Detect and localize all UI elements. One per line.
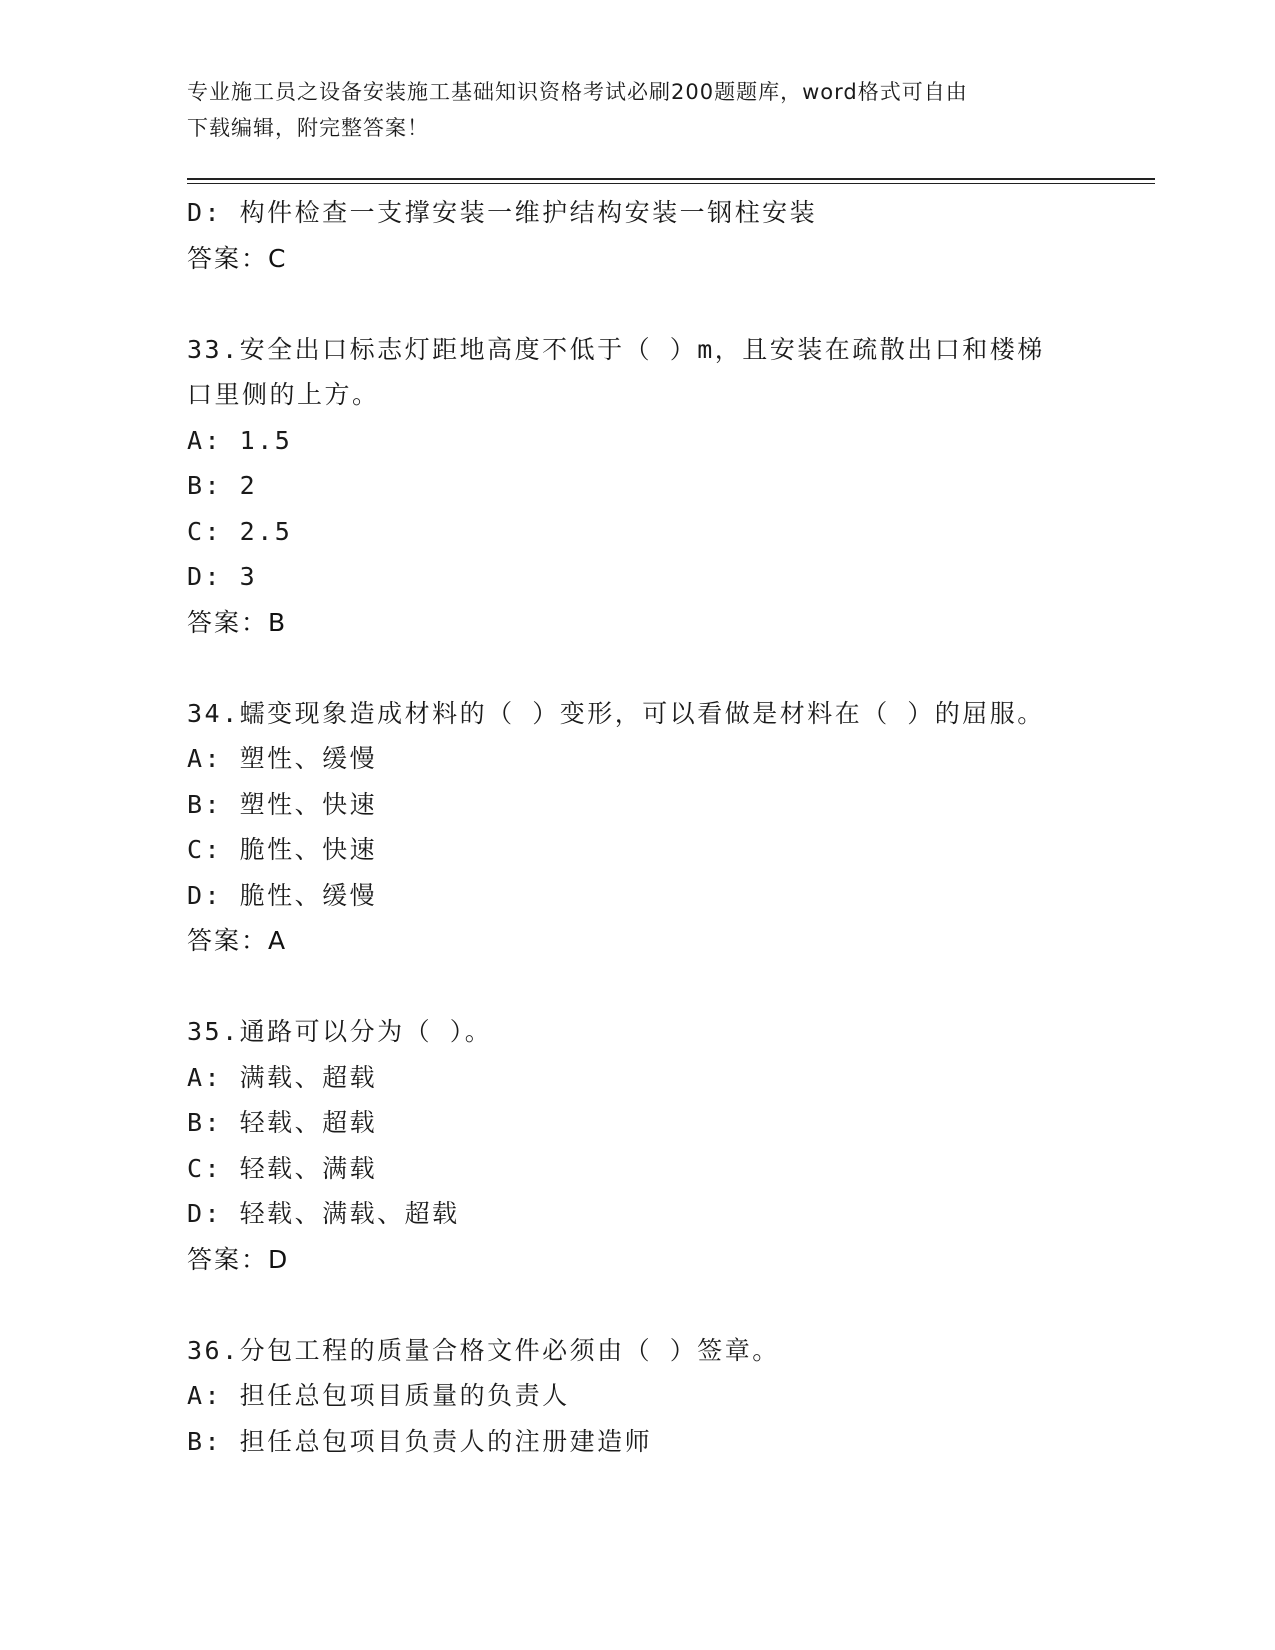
option-d: D: 3 (187, 562, 258, 591)
option-b: B: 担任总包项目负责人的注册建造师 (187, 1426, 653, 1456)
header-title-line-1: 专业施工员之设备安装施工基础知识资格考试必刷200题题库，word格式可自由 (187, 80, 968, 104)
question-stem: 36.分包工程的质量合格文件必须由（ ）签章。 (187, 1335, 780, 1365)
answer-line: 答案：D (187, 1244, 290, 1274)
option-b: B: 2 (187, 471, 258, 500)
answer-line: 答案：A (187, 926, 288, 955)
option-d: D: 脆性、缓慢 (187, 880, 378, 910)
question-stem: 33.安全出口标志灯距地高度不低于（ ）m，且安装在疏散出口和楼梯 (187, 334, 1045, 364)
option-c: C: 脆性、快速 (187, 835, 378, 864)
answer-line: 答案：C (187, 243, 288, 273)
spacer (187, 281, 1087, 327)
question-stem: 34.蠕变现象造成材料的（ ）变形，可以看做是材料在（ ）的屈服。 (187, 698, 1045, 728)
option-c: C: 2.5 (187, 516, 293, 546)
question-35 (187, 1009, 1087, 1282)
option-a: A: 担任总包项目质量的负责人 (187, 1381, 570, 1410)
option-c: C: 轻载、满载 (187, 1153, 378, 1183)
option-a: A: 1.5 (187, 425, 293, 455)
question-stem-continued: 口里侧的上方。 (187, 380, 380, 409)
header-divider-thin (187, 183, 1155, 184)
option-b: B: 轻载、超载 (187, 1108, 378, 1137)
question-33 (187, 327, 1087, 646)
option-b: B: 塑性、快速 (187, 789, 378, 819)
header-title-line-2: 下载编辑，附完整答案！ (187, 116, 429, 140)
option-a: A: 满载、超载 (187, 1062, 378, 1092)
spacer (187, 1282, 1087, 1328)
question-stem: 35.通路可以分为（ ）。 (187, 1017, 493, 1046)
spacer (187, 645, 1087, 691)
previous-question-tail (187, 190, 1087, 281)
option-d: D: 构件检查一支撑安装一维护结构安装一钢柱安装 (187, 198, 818, 227)
question-list (187, 190, 1087, 1464)
option-d: D: 轻载、满载、超载 (187, 1199, 460, 1228)
question-34 (187, 691, 1087, 964)
document-header (187, 74, 1067, 146)
answer-line: 答案：B (187, 607, 288, 637)
question-36 (187, 1328, 1087, 1465)
spacer (187, 964, 1087, 1010)
option-a: A: 塑性、缓慢 (187, 744, 378, 773)
header-divider-thick (187, 178, 1155, 180)
